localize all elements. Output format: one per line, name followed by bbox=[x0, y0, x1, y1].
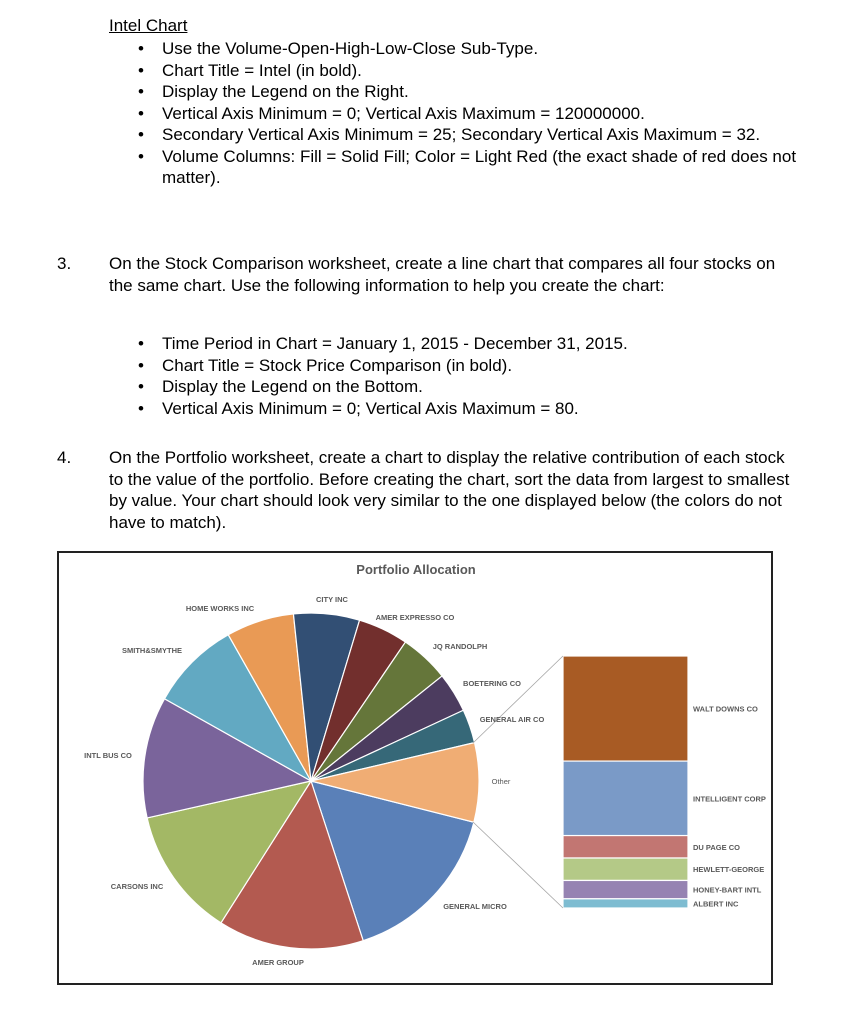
slice-label-smith-smythe: SMITH&SMYTHE bbox=[122, 646, 182, 655]
connector-line-bottom bbox=[473, 822, 563, 908]
step-3-text: On the Stock Comparison worksheet, create a line chart that compares all four stocks on the same chart. Use the following information to help you create the chart: bbox=[109, 254, 776, 295]
bullet-item: • Chart Title = Intel (in bold). bbox=[138, 60, 798, 82]
intel-bullet-list bbox=[138, 38, 798, 189]
bar-label-honey-bart-intl: HONEY-BART INTL bbox=[693, 885, 762, 895]
bullet-item: • Vertical Axis Minimum = 0; Vertical Axis Maximum = 120000000. bbox=[138, 103, 798, 125]
bar-label-hewlett-george: HEWLETT-GEORGE bbox=[693, 865, 765, 875]
slice-label-intl-bus-co: INTL BUS CO bbox=[84, 751, 132, 760]
slice-label-city-inc: CITY INC bbox=[316, 595, 348, 604]
bullet-item: • Display the Legend on the Right. bbox=[138, 81, 798, 103]
slice-label-other: Other bbox=[491, 777, 511, 786]
connector-line-top bbox=[473, 656, 563, 743]
slice-label-amer-group: AMER GROUP bbox=[252, 958, 304, 967]
slice-label-general-air-co: GENERAL AIR CO bbox=[479, 715, 545, 724]
step-4-text: On the Portfolio worksheet, create a chart to display the relative contribution of each stock to the value of the portfolio. Before creating the chart, sort the data from largest to smallest by value. Your chart should look very similar to the one displayed below (the colors do not have to match). bbox=[109, 448, 790, 532]
portfolio-chart bbox=[57, 551, 773, 985]
slice-label-jq-randolph: JQ RANDOLPH bbox=[432, 642, 488, 651]
bar-segment-du-page-co bbox=[563, 836, 688, 858]
bullet-item: • Time Period in Chart = January 1, 2015 - December 31, 2015. bbox=[138, 333, 778, 355]
bullet-item: • Volume Columns: Fill = Solid Fill; Color = Light Red (the exact shade of red does not matter). bbox=[138, 146, 798, 189]
slice-label-amer-expresso-co: AMER EXPRESSO CO bbox=[375, 613, 455, 622]
slice-label-general-micro: GENERAL MICRO bbox=[443, 902, 507, 911]
bar-segment-intelligent-corp bbox=[563, 761, 688, 835]
bar-segment-albert-inc bbox=[563, 899, 688, 908]
bar-segment-hewlett-george bbox=[563, 858, 688, 880]
bullet-item: • Vertical Axis Minimum = 0; Vertical Axis Maximum = 80. bbox=[138, 398, 778, 420]
slice-label-home-works-inc: HOME WORKS INC bbox=[185, 604, 255, 613]
chart-title: Portfolio Allocation bbox=[356, 562, 476, 577]
pie-slices bbox=[143, 613, 479, 949]
bar-label-albert-inc: ALBERT INC bbox=[693, 899, 739, 909]
step-4-paragraph bbox=[57, 447, 799, 533]
bullet-item: • Secondary Vertical Axis Minimum = 25; Secondary Vertical Axis Maximum = 32. bbox=[138, 124, 798, 146]
bar-label-intelligent-corp: INTELLIGENT CORP bbox=[693, 794, 766, 804]
bar-label-walt-downs-co: WALT DOWNS CO bbox=[693, 704, 758, 714]
step-3-bullet-list bbox=[138, 333, 778, 419]
bullet-item: • Use the Volume-Open-High-Low-Close Sub-Type. bbox=[138, 38, 798, 60]
slice-label-boetering-co: BOETERING CO bbox=[463, 679, 521, 688]
bar-segment-walt-downs-co bbox=[563, 656, 688, 761]
bar-of-pie-chart bbox=[59, 553, 771, 983]
other-bar-stack bbox=[563, 656, 688, 908]
intel-chart-heading: Intel Chart bbox=[109, 16, 188, 35]
step-3-paragraph bbox=[57, 253, 789, 296]
step-number: 4. bbox=[57, 448, 72, 467]
bullet-item: • Display the Legend on the Bottom. bbox=[138, 376, 778, 398]
bullet-item: • Chart Title = Stock Price Comparison (in bold). bbox=[138, 355, 778, 377]
bar-segment-honey-bart-intl bbox=[563, 880, 688, 898]
step-number: 3. bbox=[57, 254, 72, 273]
slice-label-carsons-inc: CARSONS INC bbox=[110, 882, 164, 891]
bar-label-du-page-co: DU PAGE CO bbox=[693, 842, 740, 852]
